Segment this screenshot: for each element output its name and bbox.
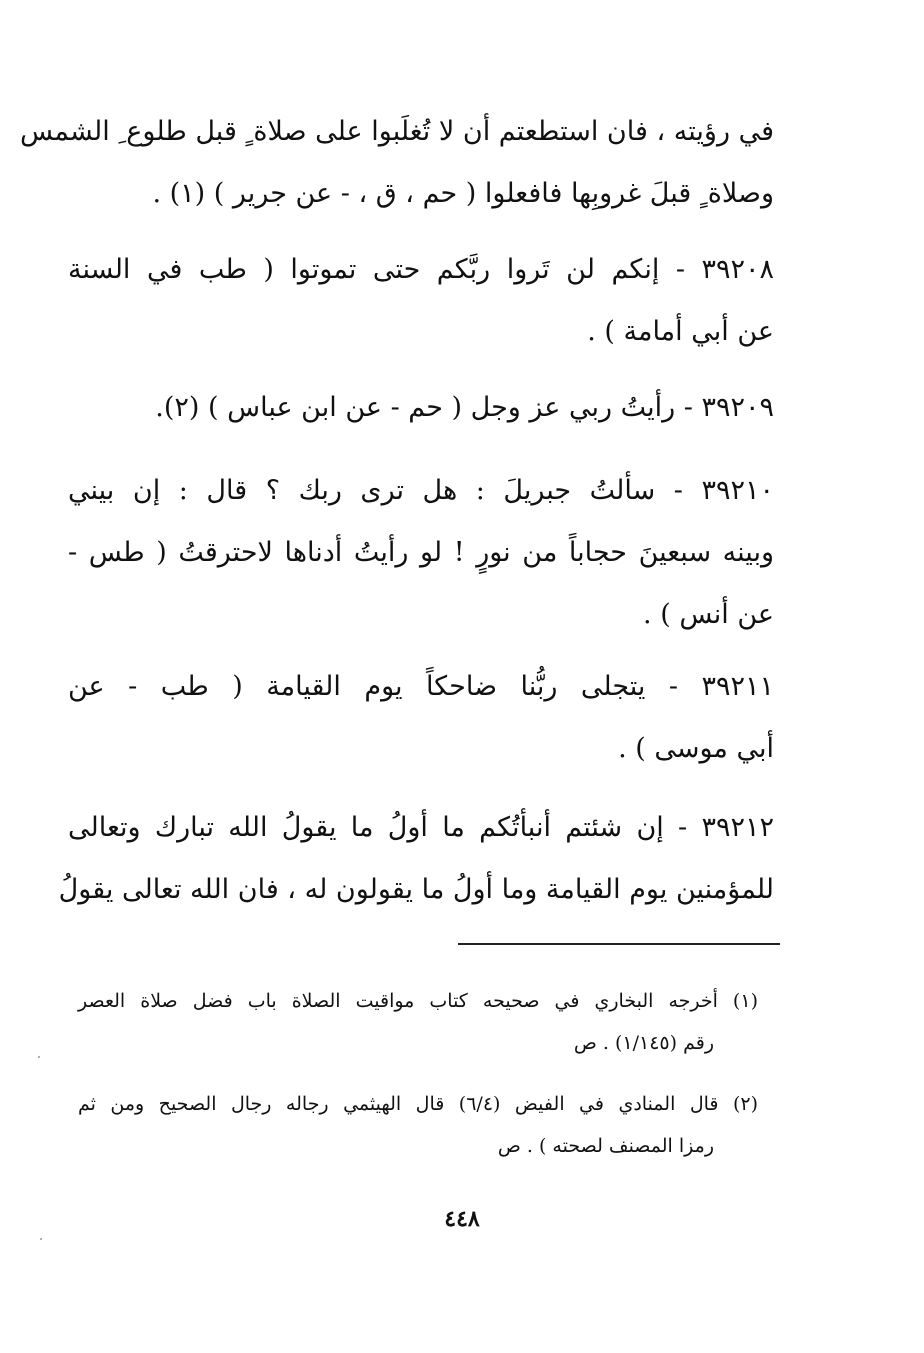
text-line-9: ٣٩٢١١ - يتجلى ربُّنا ضاحكاً يوم القيامة ( طب - عن bbox=[68, 671, 774, 702]
hadith-39210 bbox=[68, 460, 774, 646]
footnote-2 bbox=[78, 1083, 758, 1167]
footnote-line-3: (٢) قال المنادي في الفيض (٦/٤) قال الهيثمي رجاله رجال الصحيح ومن ثم bbox=[78, 1093, 759, 1115]
scan-speck bbox=[40, 1238, 42, 1240]
text-line-8: عن أنس ) . bbox=[643, 599, 774, 630]
hadith-39209 bbox=[68, 377, 774, 439]
footnote-line-1: (١) أخرجه البخاري في صحيحه كتاب مواقيت الصلاة باب فضل صلاة العصر bbox=[78, 990, 758, 1012]
text-line-10: أبي موسى ) . bbox=[618, 733, 774, 764]
text-line-12: للمؤمنين يوم القيامة وما أولُ ما يقولون له ، فان الله تعالى يقولُ bbox=[58, 874, 774, 905]
text-line-7: وبينه سبعينَ حجاباً من نورٍ ! لو رأيتُ أدناها لاحترقتُ ( طس - bbox=[68, 537, 774, 568]
main-text bbox=[19, 101, 774, 225]
text-line-4: عن أبي أمامة ) . bbox=[587, 316, 774, 347]
hadith-39212 bbox=[58, 797, 774, 921]
footnote-1 bbox=[78, 980, 758, 1064]
footnote-line-2: رقم (١/١٤٥) . ص bbox=[573, 1032, 714, 1054]
text-line-2: وصلاة ٍ قبلَ غروبِها فافعلوا ( حم ، ق ، - عن جرير ) (١) . bbox=[152, 178, 774, 209]
page-number: ٤٤٨ bbox=[444, 1206, 480, 1232]
text-line-3: ٣٩٢٠٨ - إنكم لن تَروا ربَّكم حتى تموتوا ( طب في السنة bbox=[68, 254, 774, 285]
footnote-line-4: رمزا المصنف لصحته ) . ص bbox=[497, 1135, 714, 1157]
footnote-separator bbox=[458, 943, 780, 945]
text-line-11: ٣٩٢١٢ - إن شئتم أنبأتُكم ما أولُ ما يقولُ الله تبارك وتعالى bbox=[68, 812, 774, 843]
hadith-39208 bbox=[68, 239, 774, 363]
text-line-1: في رؤيته ، فان استطعتم أن لا تُغلَبوا على صلاة ٍ قبل طلوع ِ الشمس bbox=[19, 116, 774, 147]
scan-speck bbox=[38, 1056, 40, 1058]
hadith-39211 bbox=[68, 656, 774, 780]
text-line-5: ٣٩٢٠٩ - رأيتُ ربي عز وجل ( حم - عن ابن عباس ) (٢). bbox=[155, 392, 774, 423]
text-line-6: ٣٩٢١٠ - سألتُ جبريلَ : هل ترى ربك ؟ قال : إن بيني bbox=[68, 475, 774, 506]
